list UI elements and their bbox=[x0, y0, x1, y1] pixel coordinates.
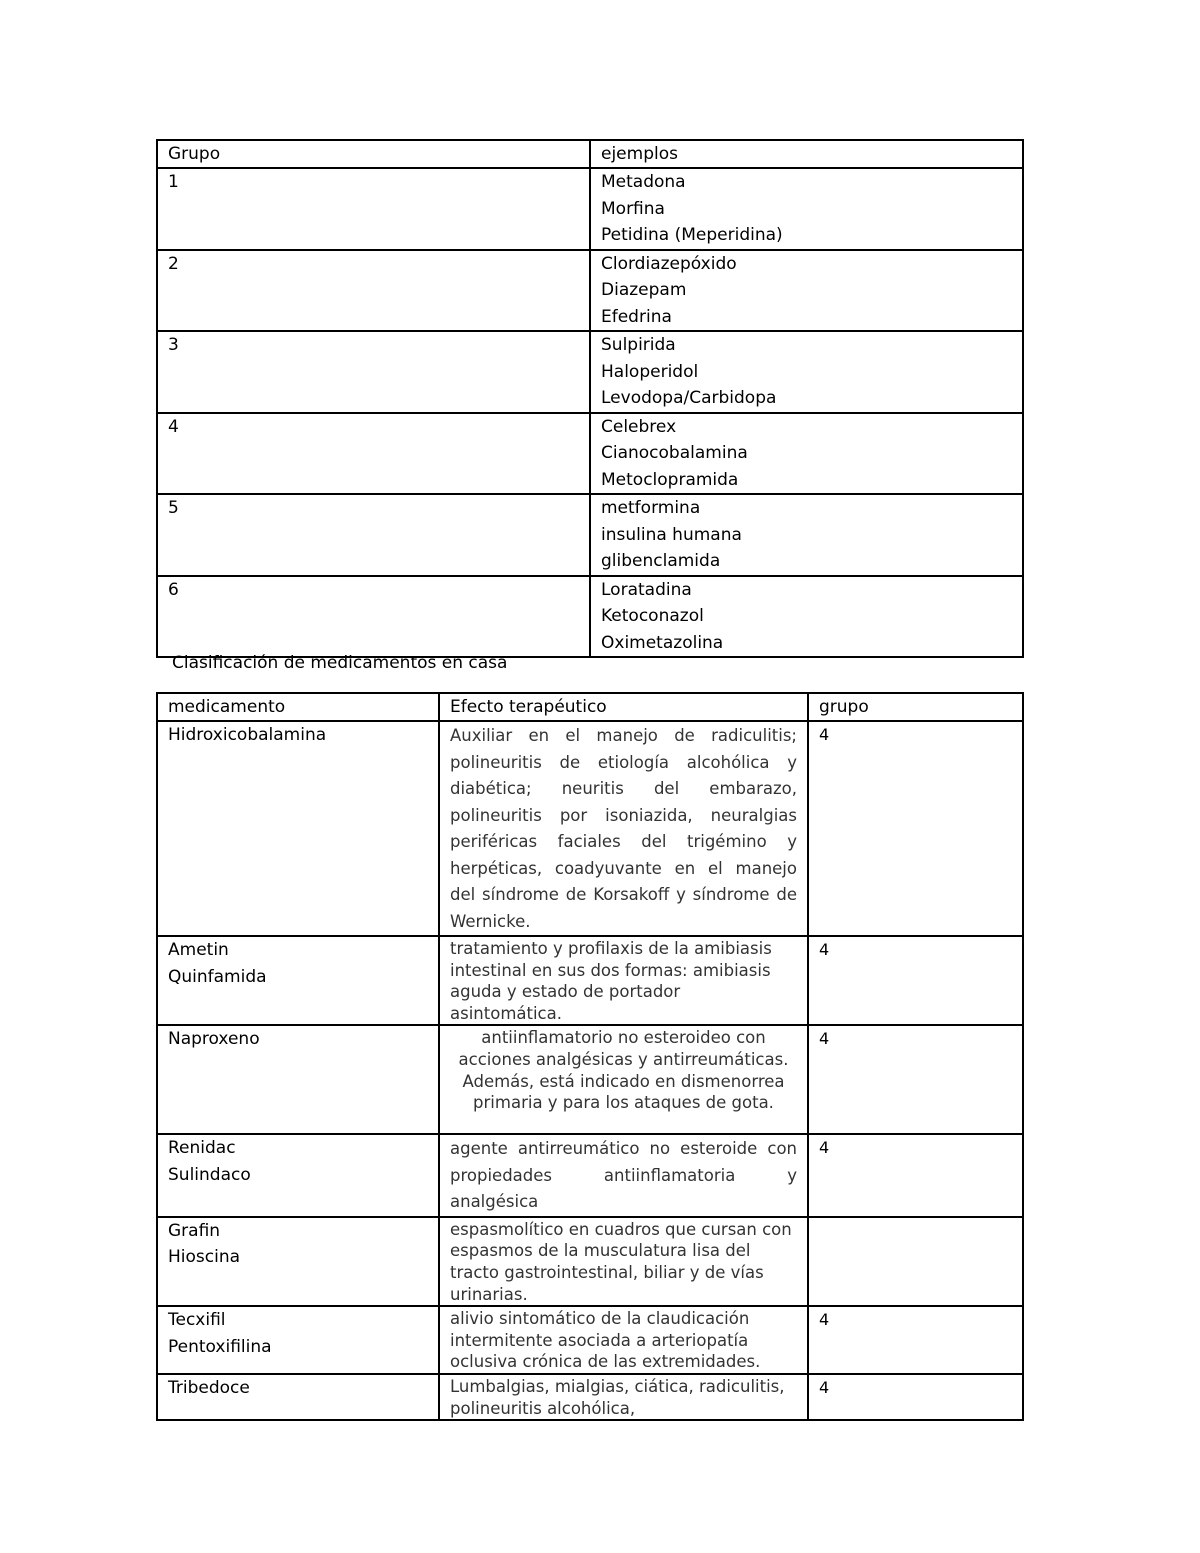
group-value: 4 bbox=[819, 1029, 830, 1049]
medication-name: Hioscina bbox=[168, 1247, 241, 1268]
table-row bbox=[157, 721, 1023, 936]
group-cell bbox=[808, 721, 1023, 936]
medication-cell bbox=[157, 1025, 439, 1134]
medication-name: Renidac bbox=[168, 1138, 236, 1159]
table-row bbox=[157, 250, 1023, 332]
header-cell bbox=[439, 693, 808, 721]
header-grupo: Grupo bbox=[168, 144, 221, 164]
therapeutic-effect: tratamiento y profilaxis de la amibiasis intestinal en sus dos formas: amibiasis aguda y estado de portador asintomática. bbox=[450, 939, 772, 1023]
header-grupo: grupo bbox=[819, 697, 869, 717]
table-row bbox=[157, 1306, 1023, 1374]
therapeutic-effect: agente antirreumático no esteroide con propiedades antiinflamatoria y analgésica bbox=[450, 1139, 797, 1212]
effect-cell bbox=[439, 1306, 808, 1374]
table-row bbox=[157, 1217, 1023, 1306]
group-cell bbox=[808, 1306, 1023, 1374]
medication-name: Hidroxicobalamina bbox=[168, 725, 327, 745]
group-number-cell bbox=[157, 331, 590, 413]
groups-header-row bbox=[157, 140, 1023, 168]
header-cell bbox=[590, 140, 1023, 168]
group-number: 3 bbox=[168, 335, 179, 355]
therapeutic-effect: espasmolítico en cuadros que cursan con espasmos de la musculatura lisa del tracto gastrointestinal, biliar y de vías urinarias. bbox=[450, 1219, 792, 1304]
example-item: Celebrex bbox=[601, 416, 677, 437]
table-row bbox=[157, 576, 1023, 658]
effect-cell bbox=[439, 721, 808, 936]
example-item: Metadona bbox=[601, 172, 686, 192]
example-item: Diazepam bbox=[601, 280, 687, 300]
table-row bbox=[157, 331, 1023, 413]
header-cell bbox=[157, 140, 590, 168]
group-cell bbox=[808, 936, 1023, 1025]
group-value bbox=[809, 1218, 1022, 1224]
example-item: metformina bbox=[601, 498, 701, 518]
meds-header-row bbox=[157, 693, 1023, 721]
therapeutic-effect: Auxiliar en el manejo de radiculitis; polineuritis de etiología alcohólica y diabética; neuritis del embarazo, polineuritis por isoniazida, neuralgias periféricas faciales del trigémino y herpéticas, coadyuvante en el manejo del síndrome de Korsakoff y síndrome de Wernicke. bbox=[450, 726, 797, 931]
header-efecto: Efecto terapéutico bbox=[450, 697, 607, 717]
group-cell bbox=[808, 1374, 1023, 1420]
examples-cell bbox=[590, 331, 1023, 413]
table-caption: Clasificación de medicamentos en casa bbox=[172, 653, 508, 673]
examples-cell bbox=[590, 250, 1023, 332]
examples-cell bbox=[590, 576, 1023, 658]
group-value: 4 bbox=[819, 725, 830, 744]
medication-cell bbox=[157, 1217, 439, 1306]
example-item: Ketoconazol bbox=[601, 606, 704, 626]
example-item: Sulpirida bbox=[601, 335, 676, 355]
group-value: 4 bbox=[819, 940, 830, 959]
table-row bbox=[157, 413, 1023, 495]
group-value: 4 bbox=[819, 1138, 830, 1158]
effect-cell bbox=[439, 1025, 808, 1134]
medication-name: Tribedoce bbox=[168, 1378, 250, 1399]
effect-cell bbox=[439, 1134, 808, 1217]
group-number: 4 bbox=[168, 416, 179, 437]
therapeutic-effect: antiinflamatorio no esteroideo con acciones analgésicas y antirreumáticas. Además, está indicado en dismenorrea primaria y para los ataques de gota. bbox=[458, 1028, 789, 1113]
header-medicamento: medicamento bbox=[168, 697, 286, 717]
example-item: Levodopa/Carbidopa bbox=[601, 388, 777, 408]
examples-cell bbox=[590, 494, 1023, 576]
medication-name: Grafin bbox=[168, 1220, 221, 1241]
example-item: Clordiazepóxido bbox=[601, 253, 737, 274]
example-item: Loratadina bbox=[601, 579, 692, 600]
table-row bbox=[157, 494, 1023, 576]
header-ejemplos: ejemplos bbox=[601, 144, 678, 164]
therapeutic-effect: alivio sintomático de la claudicación intermitente asociada a arteriopatía oclusiva crónica de las extremidades. bbox=[450, 1309, 761, 1372]
group-number-cell bbox=[157, 168, 590, 250]
groups-table bbox=[156, 139, 1024, 658]
medication-cell bbox=[157, 1306, 439, 1374]
group-number-cell bbox=[157, 413, 590, 495]
example-item: Efedrina bbox=[601, 306, 672, 327]
medication-name: Naproxeno bbox=[168, 1029, 260, 1050]
group-value: 4 bbox=[819, 1310, 830, 1330]
example-item: insulina humana bbox=[601, 524, 742, 545]
examples-cell bbox=[590, 168, 1023, 250]
group-cell bbox=[808, 1217, 1023, 1306]
group-number-cell bbox=[157, 250, 590, 332]
example-item: Metoclopramida bbox=[601, 469, 739, 490]
example-item: Cianocobalamina bbox=[601, 443, 748, 463]
medication-name: Ametin bbox=[168, 940, 229, 960]
medication-name: Quinfamida bbox=[168, 966, 267, 987]
group-number: 2 bbox=[168, 253, 179, 274]
table-row bbox=[157, 936, 1023, 1025]
group-number-cell bbox=[157, 576, 590, 658]
medication-name: Tecxifil bbox=[168, 1310, 226, 1331]
header-cell bbox=[808, 693, 1023, 721]
table-row bbox=[157, 1134, 1023, 1217]
table-row bbox=[157, 1025, 1023, 1134]
group-number: 1 bbox=[168, 172, 179, 192]
example-item: glibenclamida bbox=[601, 551, 721, 571]
effect-cell bbox=[439, 1217, 808, 1306]
medication-name: Pentoxifilina bbox=[168, 1336, 272, 1357]
table-row bbox=[157, 1374, 1023, 1420]
medication-cell bbox=[157, 936, 439, 1025]
effect-cell bbox=[439, 936, 808, 1025]
example-item: Haloperidol bbox=[601, 361, 699, 382]
example-item: Oximetazolina bbox=[601, 632, 724, 653]
group-cell bbox=[808, 1134, 1023, 1217]
header-cell bbox=[157, 693, 439, 721]
medications-table bbox=[156, 692, 1024, 1421]
group-cell bbox=[808, 1025, 1023, 1134]
group-number: 5 bbox=[168, 498, 179, 518]
table-row bbox=[157, 168, 1023, 250]
example-item: Morfina bbox=[601, 198, 665, 219]
examples-cell bbox=[590, 413, 1023, 495]
group-number-cell bbox=[157, 494, 590, 576]
therapeutic-effect: Lumbalgias, mialgias, ciática, radiculitis, polineuritis alcohólica, bbox=[450, 1377, 785, 1418]
group-value: 4 bbox=[819, 1378, 830, 1398]
effect-cell bbox=[439, 1374, 808, 1420]
medication-cell bbox=[157, 721, 439, 936]
medication-name: Sulindaco bbox=[168, 1164, 251, 1185]
medication-cell bbox=[157, 1134, 439, 1217]
group-number: 6 bbox=[168, 579, 179, 600]
example-item: Petidina (Meperidina) bbox=[601, 225, 783, 245]
medication-cell bbox=[157, 1374, 439, 1420]
